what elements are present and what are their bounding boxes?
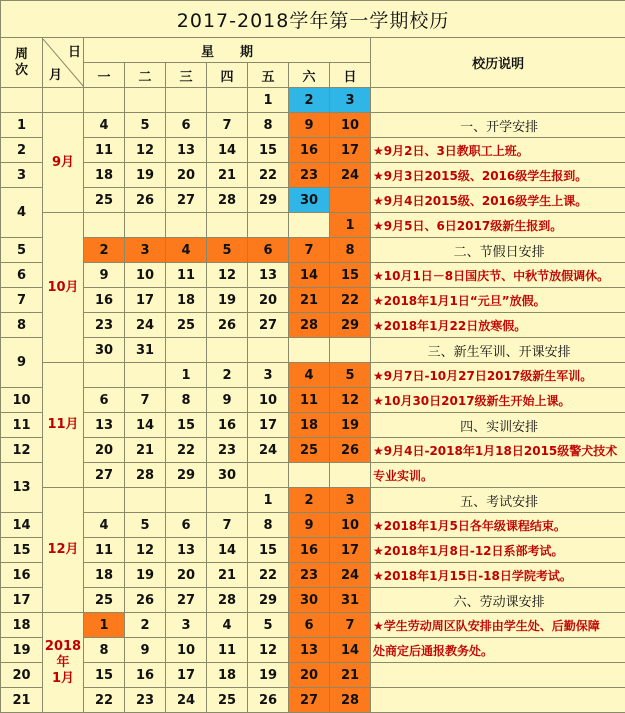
day-cell: 28 [330,688,371,713]
week-number: 11 [1,413,43,438]
day-cell: 29 [248,588,289,613]
day-cell: 15 [166,413,207,438]
weekday-3: 三 [166,63,207,88]
day-cell: 16 [289,138,330,163]
week-number: 5 [1,238,43,263]
day-cell [248,338,289,363]
day-cell: 3 [248,363,289,388]
day-cell: 7 [207,113,248,138]
month-label: 10月 [43,213,84,363]
day-cell: 29 [166,463,207,488]
day-cell: 26 [125,588,166,613]
day-cell [248,213,289,238]
month-label: 9月 [43,113,84,213]
week-number: 16 [1,563,43,588]
day-cell: 14 [207,538,248,563]
day-cell: 13 [84,413,125,438]
notes-item: ★2018年1月22日放寒假。 [371,313,625,338]
calendar-row [1,588,625,613]
day-cell: 18 [84,163,125,188]
day-cell: 31 [125,338,166,363]
week-number-header [1,38,43,88]
day-header-label: 日 [68,41,81,60]
day-cell: 26 [125,188,166,213]
day-cell: 24 [166,688,207,713]
day-cell [84,488,125,513]
day-cell: 4 [207,613,248,638]
notes-item: ★2018年1月1日“元旦”放假。 [371,288,625,313]
week-number: 20 [1,663,43,688]
day-cell: 7 [125,388,166,413]
day-cell [330,463,371,488]
day-cell: 28 [207,588,248,613]
calendar-row [1,263,625,288]
day-cell: 17 [330,538,371,563]
notes-item: ★9月5日、6日2017级新生报到。 [371,213,625,238]
day-cell: 21 [330,663,371,688]
day-cell: 2 [289,88,330,113]
day-cell [166,488,207,513]
day-cell: 27 [166,188,207,213]
day-cell [84,213,125,238]
day-cell: 18 [289,413,330,438]
calendar-row [1,188,625,213]
calendar-row [1,363,625,388]
day-cell [207,88,248,113]
day-cell: 29 [330,313,371,338]
day-cell: 6 [166,513,207,538]
calendar-row [1,238,625,263]
calendar-row [1,313,625,338]
day-cell: 12 [248,638,289,663]
day-cell: 20 [166,563,207,588]
notes-item: ★10月30日2017级新生开始上课。 [371,388,625,413]
calendar-row [1,538,625,563]
day-cell: 18 [166,288,207,313]
day-cell: 27 [84,463,125,488]
day-cell: 5 [207,238,248,263]
day-cell [289,338,330,363]
week-number: 9 [1,338,43,388]
notes-item: 处商定后通报教务处。 [371,638,625,663]
day-cell [84,88,125,113]
day-cell: 24 [330,563,371,588]
day-cell: 1 [248,88,289,113]
day-cell: 11 [166,263,207,288]
day-cell [166,213,207,238]
day-cell: 30 [289,588,330,613]
day-cell: 12 [330,388,371,413]
day-cell [125,88,166,113]
notes-section-heading: 五、考试安排 [371,488,625,513]
day-cell [166,338,207,363]
day-cell: 21 [289,288,330,313]
day-cell: 8 [248,113,289,138]
day-cell: 18 [207,663,248,688]
day-cell: 25 [84,588,125,613]
day-cell: 20 [166,163,207,188]
notes-item: ★9月4日-2018年1月18日2015级警犬技术 [371,438,625,463]
day-cell: 15 [248,138,289,163]
week-number: 10 [1,388,43,413]
notes-item: ★9月4日2015级、2016级学生上课。 [371,188,625,213]
day-month-header [43,38,84,88]
day-cell: 7 [330,613,371,638]
day-cell: 11 [84,538,125,563]
day-cell: 10 [125,263,166,288]
day-cell: 19 [125,163,166,188]
month-cell-empty [43,88,84,113]
day-cell [330,338,371,363]
day-cell: 27 [289,688,330,713]
calendar-row [1,563,625,588]
notes-item [371,663,625,688]
day-cell: 24 [248,438,289,463]
notes-section-heading: 三、新生军训、开课安排 [371,338,625,363]
day-cell: 26 [207,313,248,338]
week-number: 6 [1,263,43,288]
day-cell: 21 [207,163,248,188]
month-header-label: 月 [49,64,62,83]
day-cell: 5 [125,113,166,138]
day-cell: 6 [289,613,330,638]
day-cell: 17 [248,413,289,438]
day-cell: 13 [248,263,289,288]
day-cell: 23 [125,688,166,713]
notes-item: ★9月7日-10月27日2017级新生军训。 [371,363,625,388]
day-cell: 1 [330,213,371,238]
day-cell: 20 [289,663,330,688]
weekday-4: 四 [207,63,248,88]
day-cell: 22 [248,563,289,588]
calendar-row [1,163,625,188]
week-number: 4 [1,188,43,238]
notes-section-heading: 六、劳动课安排 [371,588,625,613]
day-cell: 25 [166,313,207,338]
day-cell: 16 [84,288,125,313]
day-cell: 25 [84,188,125,213]
week-number: 7 [1,288,43,313]
notes-item: ★2018年1月15日-18日学院考试。 [371,563,625,588]
calendar-row [1,513,625,538]
day-cell: 27 [248,313,289,338]
day-cell: 15 [84,663,125,688]
day-cell: 5 [248,613,289,638]
month-label: 2018 年 1月 [43,613,84,713]
calendar-row [1,413,625,438]
day-cell: 9 [289,113,330,138]
day-cell: 9 [84,263,125,288]
day-cell: 4 [289,363,330,388]
day-cell: 4 [166,238,207,263]
day-cell: 3 [125,238,166,263]
day-cell: 26 [248,688,289,713]
day-cell [207,488,248,513]
day-cell: 11 [84,138,125,163]
day-cell: 12 [125,138,166,163]
month-label: 11月 [43,363,84,488]
week-number: 13 [1,463,43,513]
day-cell: 24 [125,313,166,338]
week-number: 21 [1,688,43,713]
notes-item: ★9月2日、3日教职工上班。 [371,138,625,163]
day-cell [166,88,207,113]
day-cell: 13 [166,538,207,563]
day-cell: 19 [125,563,166,588]
day-cell: 30 [207,463,248,488]
week-number: 19 [1,638,43,663]
day-cell: 23 [289,163,330,188]
calendar-row [1,288,625,313]
week-number: 18 [1,613,43,638]
day-cell: 8 [248,513,289,538]
day-cell [289,213,330,238]
week-number: 3 [1,163,43,188]
day-cell [248,463,289,488]
day-cell: 19 [330,413,371,438]
day-cell: 12 [207,263,248,288]
day-cell: 27 [166,588,207,613]
day-cell: 13 [289,638,330,663]
day-cell: 22 [166,438,207,463]
day-cell: 6 [84,388,125,413]
day-cell: 10 [248,388,289,413]
day-cell: 20 [84,438,125,463]
day-cell: 9 [289,513,330,538]
day-cell: 2 [125,613,166,638]
day-cell: 11 [207,638,248,663]
weekday-5: 五 [248,63,289,88]
calendar-row [1,613,625,638]
weekday-header: 星 期 [84,38,371,63]
day-cell: 10 [166,638,207,663]
day-cell: 14 [330,638,371,663]
day-cell: 9 [207,388,248,413]
week-number: 14 [1,513,43,538]
day-cell: 4 [84,113,125,138]
day-cell: 3 [166,613,207,638]
day-cell: 31 [330,588,371,613]
day-cell: 6 [248,238,289,263]
day-cell: 23 [207,438,248,463]
day-cell: 8 [84,638,125,663]
day-cell: 16 [289,538,330,563]
day-cell: 21 [125,438,166,463]
day-cell: 10 [330,513,371,538]
day-cell: 25 [207,688,248,713]
day-cell: 12 [125,538,166,563]
day-cell: 16 [207,413,248,438]
calendar-row [1,463,625,488]
day-cell: 2 [289,488,330,513]
day-cell [84,363,125,388]
day-cell: 19 [248,663,289,688]
day-cell [207,213,248,238]
day-cell [125,213,166,238]
day-cell: 14 [125,413,166,438]
page-title: 2017-2018学年第一学期校历 [1,1,625,38]
notes-section-heading [371,88,625,113]
day-cell: 17 [166,663,207,688]
notes-section-heading: 二、节假日安排 [371,238,625,263]
day-cell: 15 [330,263,371,288]
day-cell: 4 [84,513,125,538]
day-cell: 21 [207,563,248,588]
notes-item: ★学生劳动周区队安排由学生处、后勤保障 [371,613,625,638]
calendar-row [1,213,625,238]
week-number: 2 [1,138,43,163]
day-cell: 1 [166,363,207,388]
day-cell: 7 [207,513,248,538]
day-cell: 28 [207,188,248,213]
day-cell: 10 [330,113,371,138]
day-cell: 9 [125,638,166,663]
week-number: 12 [1,438,43,463]
notes-section-heading: 一、开学安排 [371,113,625,138]
day-cell: 19 [207,288,248,313]
calendar-row [1,663,625,688]
day-cell: 1 [84,613,125,638]
notes-item: ★9月3日2015级、2016级学生报到。 [371,163,625,188]
calendar-row [1,88,625,113]
day-cell: 16 [125,663,166,688]
day-cell: 23 [289,563,330,588]
notes-item: 专业实训。 [371,463,625,488]
day-cell: 28 [289,313,330,338]
day-cell: 7 [289,238,330,263]
day-cell [330,188,371,213]
day-cell: 22 [330,288,371,313]
day-cell: 24 [330,163,371,188]
week-number: 17 [1,588,43,613]
day-cell: 5 [125,513,166,538]
day-cell: 17 [330,138,371,163]
day-cell [207,338,248,363]
week-number: 15 [1,538,43,563]
calendar-row [1,338,625,363]
notes-item: ★2018年1月8日-12日系部考试。 [371,538,625,563]
month-label: 12月 [43,488,84,613]
day-cell: 1 [248,488,289,513]
day-cell: 26 [330,438,371,463]
notes-header: 校历说明 [371,38,625,88]
day-cell: 13 [166,138,207,163]
day-cell: 22 [248,163,289,188]
weekday-2: 二 [125,63,166,88]
day-cell: 29 [248,188,289,213]
day-cell: 6 [166,113,207,138]
day-cell: 3 [330,88,371,113]
calendar-row [1,113,625,138]
day-cell [289,463,330,488]
day-cell: 3 [330,488,371,513]
day-cell: 25 [289,438,330,463]
weekday-7: 日 [330,63,371,88]
notes-item: ★10月1日－8日国庆节、中秋节放假调休。 [371,263,625,288]
day-cell [125,363,166,388]
day-cell: 14 [207,138,248,163]
week-number: 1 [1,113,43,138]
notes-item: ★2018年1月5日各年级课程结束。 [371,513,625,538]
day-cell: 30 [289,188,330,213]
day-cell: 22 [84,688,125,713]
week-number-header-label: 周 次 [1,47,42,79]
day-cell: 11 [289,388,330,413]
day-cell: 15 [248,538,289,563]
weekday-1: 一 [84,63,125,88]
day-cell: 2 [84,238,125,263]
day-cell: 20 [248,288,289,313]
day-cell [125,488,166,513]
day-cell: 30 [84,338,125,363]
calendar-row [1,438,625,463]
weekday-6: 六 [289,63,330,88]
week-number: 8 [1,313,43,338]
calendar-row [1,488,625,513]
day-cell: 5 [330,363,371,388]
calendar-row [1,138,625,163]
day-cell: 17 [125,288,166,313]
day-cell: 23 [84,313,125,338]
day-cell: 8 [166,388,207,413]
day-cell: 8 [330,238,371,263]
calendar-row [1,388,625,413]
day-cell: 28 [125,463,166,488]
week-number [1,88,43,113]
calendar-row [1,638,625,663]
day-cell: 18 [84,563,125,588]
day-cell: 14 [289,263,330,288]
notes-section-heading: 四、实训安排 [371,413,625,438]
day-cell: 2 [207,363,248,388]
